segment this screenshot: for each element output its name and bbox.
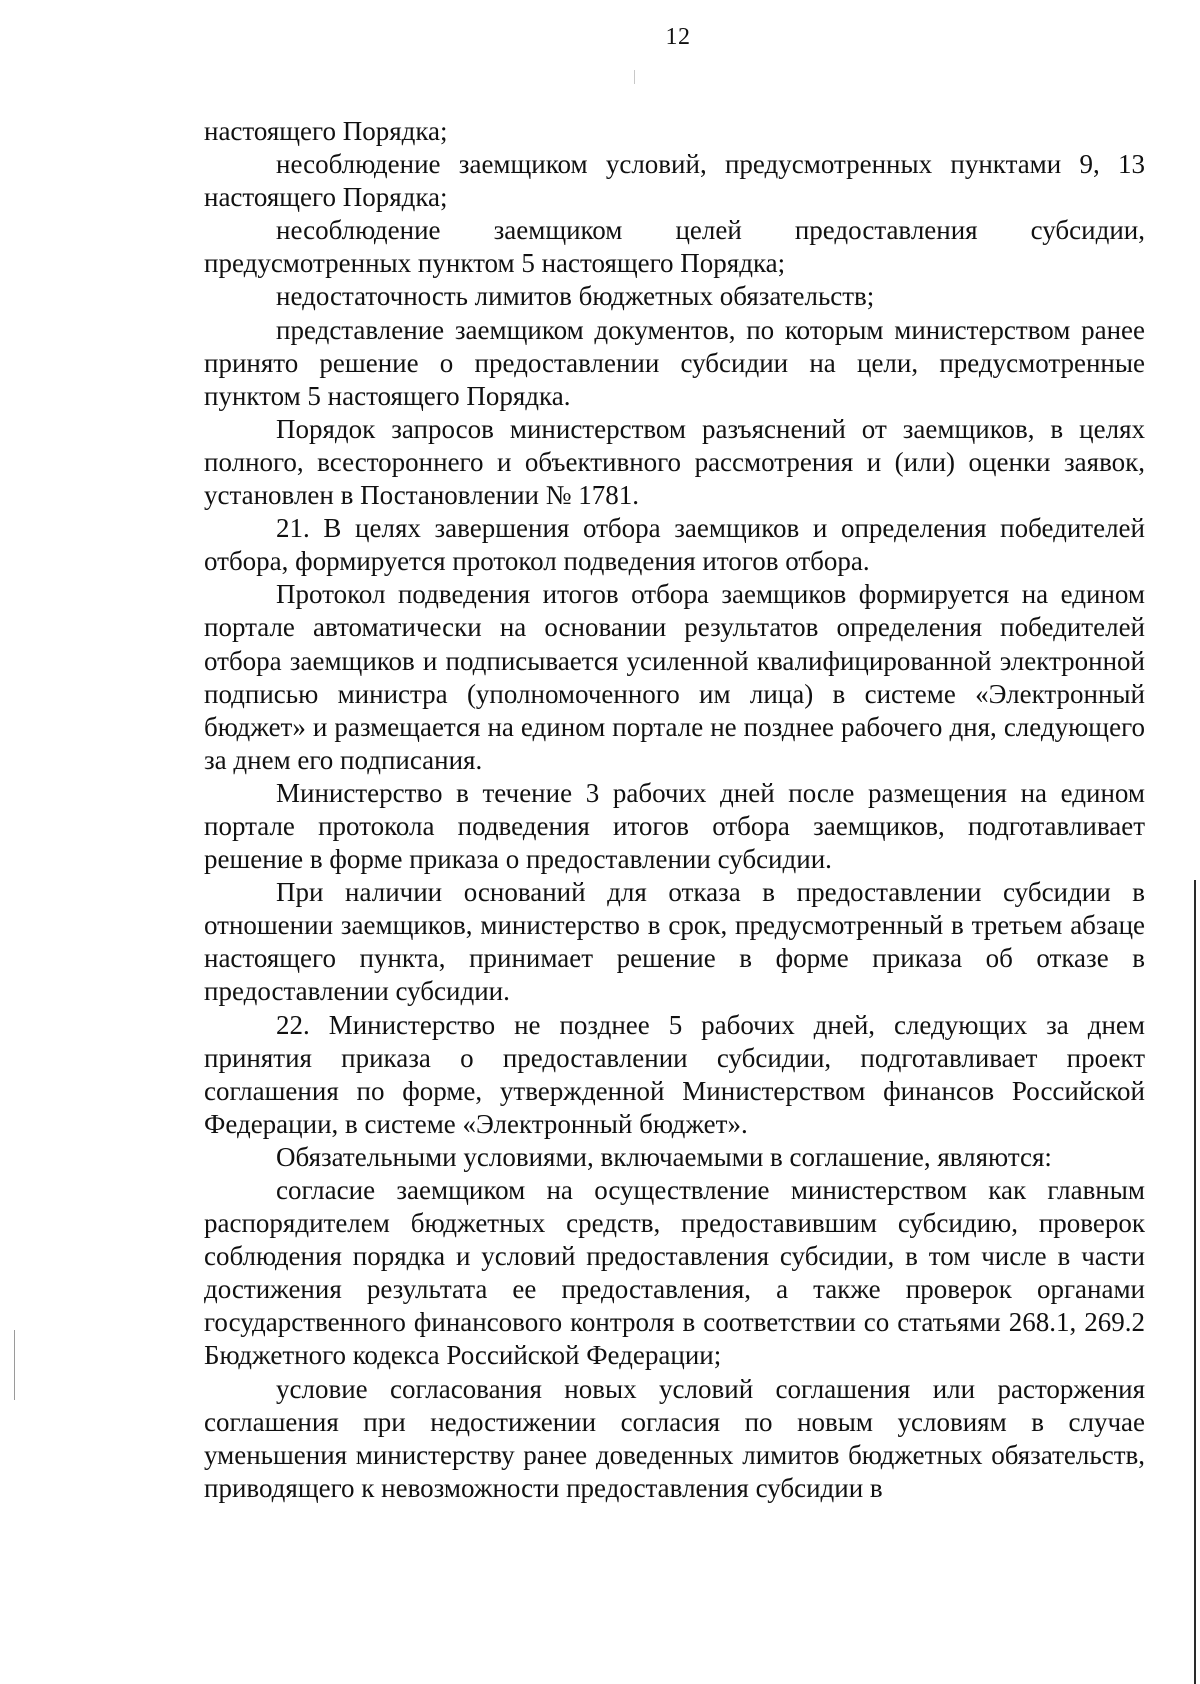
page-number: 12: [665, 24, 691, 50]
paragraph-clarification-requests: Порядок запросов министерством разъяснений от заемщиков, в целях полного, всестороннего и объективного рассмотрения и (или) оценки заявок, установлен в Постановлении № 1781.: [204, 413, 1145, 511]
paragraph-condition-noncompliance: несоблюдение заемщиком условий, предусмотренных пунктами 9, 13 настоящего Порядка;: [204, 149, 1145, 213]
scan-artifact-tick: [634, 70, 635, 84]
paragraph-mandatory-conditions: Обязательными условиями, включаемыми в соглашение, являются:: [276, 1141, 1052, 1172]
scan-artifact-left-edge: [14, 1330, 15, 1400]
paragraph-repeated-documents: представление заемщиком документов, по которым министерством ранее принято решение о предоставлении субсидии на цели, предусмотренные пунктом 5 настоящего Порядка.: [204, 314, 1145, 411]
paragraph-goals-noncompliance: несоблюдение заемщиком целей предоставления субсидии, предусмотренных пунктом 5 настоящего Порядка;: [204, 215, 1145, 279]
paragraph-decision-preparation: Министерство в течение 3 рабочих дней после размещения на едином портале протокола подведения итогов отбора заемщиков, подготавливает решение в форме приказа о предоставлении субсидии.: [204, 777, 1145, 875]
paragraph-clause-22: 22. Министерство не позднее 5 рабочих дней, следующих за днем принятия приказа о предоставлении субсидии, подготавливает проект соглашения по форме, утвержденной Министерством финансов Российской Федерации, в системе «Электронный бюджет».: [204, 1009, 1145, 1139]
paragraph-refusal-decision: При наличии оснований для отказа в предоставлении субсидии в отношении заемщиков, министерство в срок, предусмотренный в третьем абзаце настоящего пункта, принимает решение в форме приказа об отказе в предоставлении субсидии.: [204, 877, 1145, 1007]
paragraph-protocol-formation: Протокол подведения итогов отбора заемщиков формируется на едином портале автоматически на основании результатов определения победителей отбора заемщиков и подписывается усиленной квалифицированной электронной подписью министра (уполномоченного им лица) в системе «Электронный бюджет» и размещается на едином портале не позднее рабочего дня, следующего за днем его подписания.: [204, 579, 1145, 775]
document-body: [204, 115, 1145, 1505]
paragraph-insufficient-limits: недостаточность лимитов бюджетных обязательств;: [276, 281, 875, 312]
paragraph-consent-inspections: согласие заемщиком на осуществление министерством как главным распорядителем бюджетных средств, предоставившим субсидию, проверок соблюдения порядка и условий предоставления субсидии, в том числе в части достижения результата ее предоставления, а также проверок органами государственного финансового контроля в соответствии со статьями 268.1, 269.2 Бюджетного кодекса Российской Федерации;: [204, 1175, 1145, 1371]
paragraph-continuation: настоящего Порядка;: [204, 116, 448, 146]
scan-artifact-right-edge: [1194, 880, 1196, 1684]
paragraph-clause-21: 21. В целях завершения отбора заемщиков и определения победителей отбора, формируется протокол подведения итогов отбора.: [204, 513, 1145, 577]
paragraph-agreement-amendment: условие согласования новых условий соглашения или расторжения соглашения при недостижении согласия по новым условиям в случае уменьшения министерству ранее доведенных лимитов бюджетных обязательств, приводящего к невозможности предоставления субсидии в: [204, 1373, 1145, 1503]
